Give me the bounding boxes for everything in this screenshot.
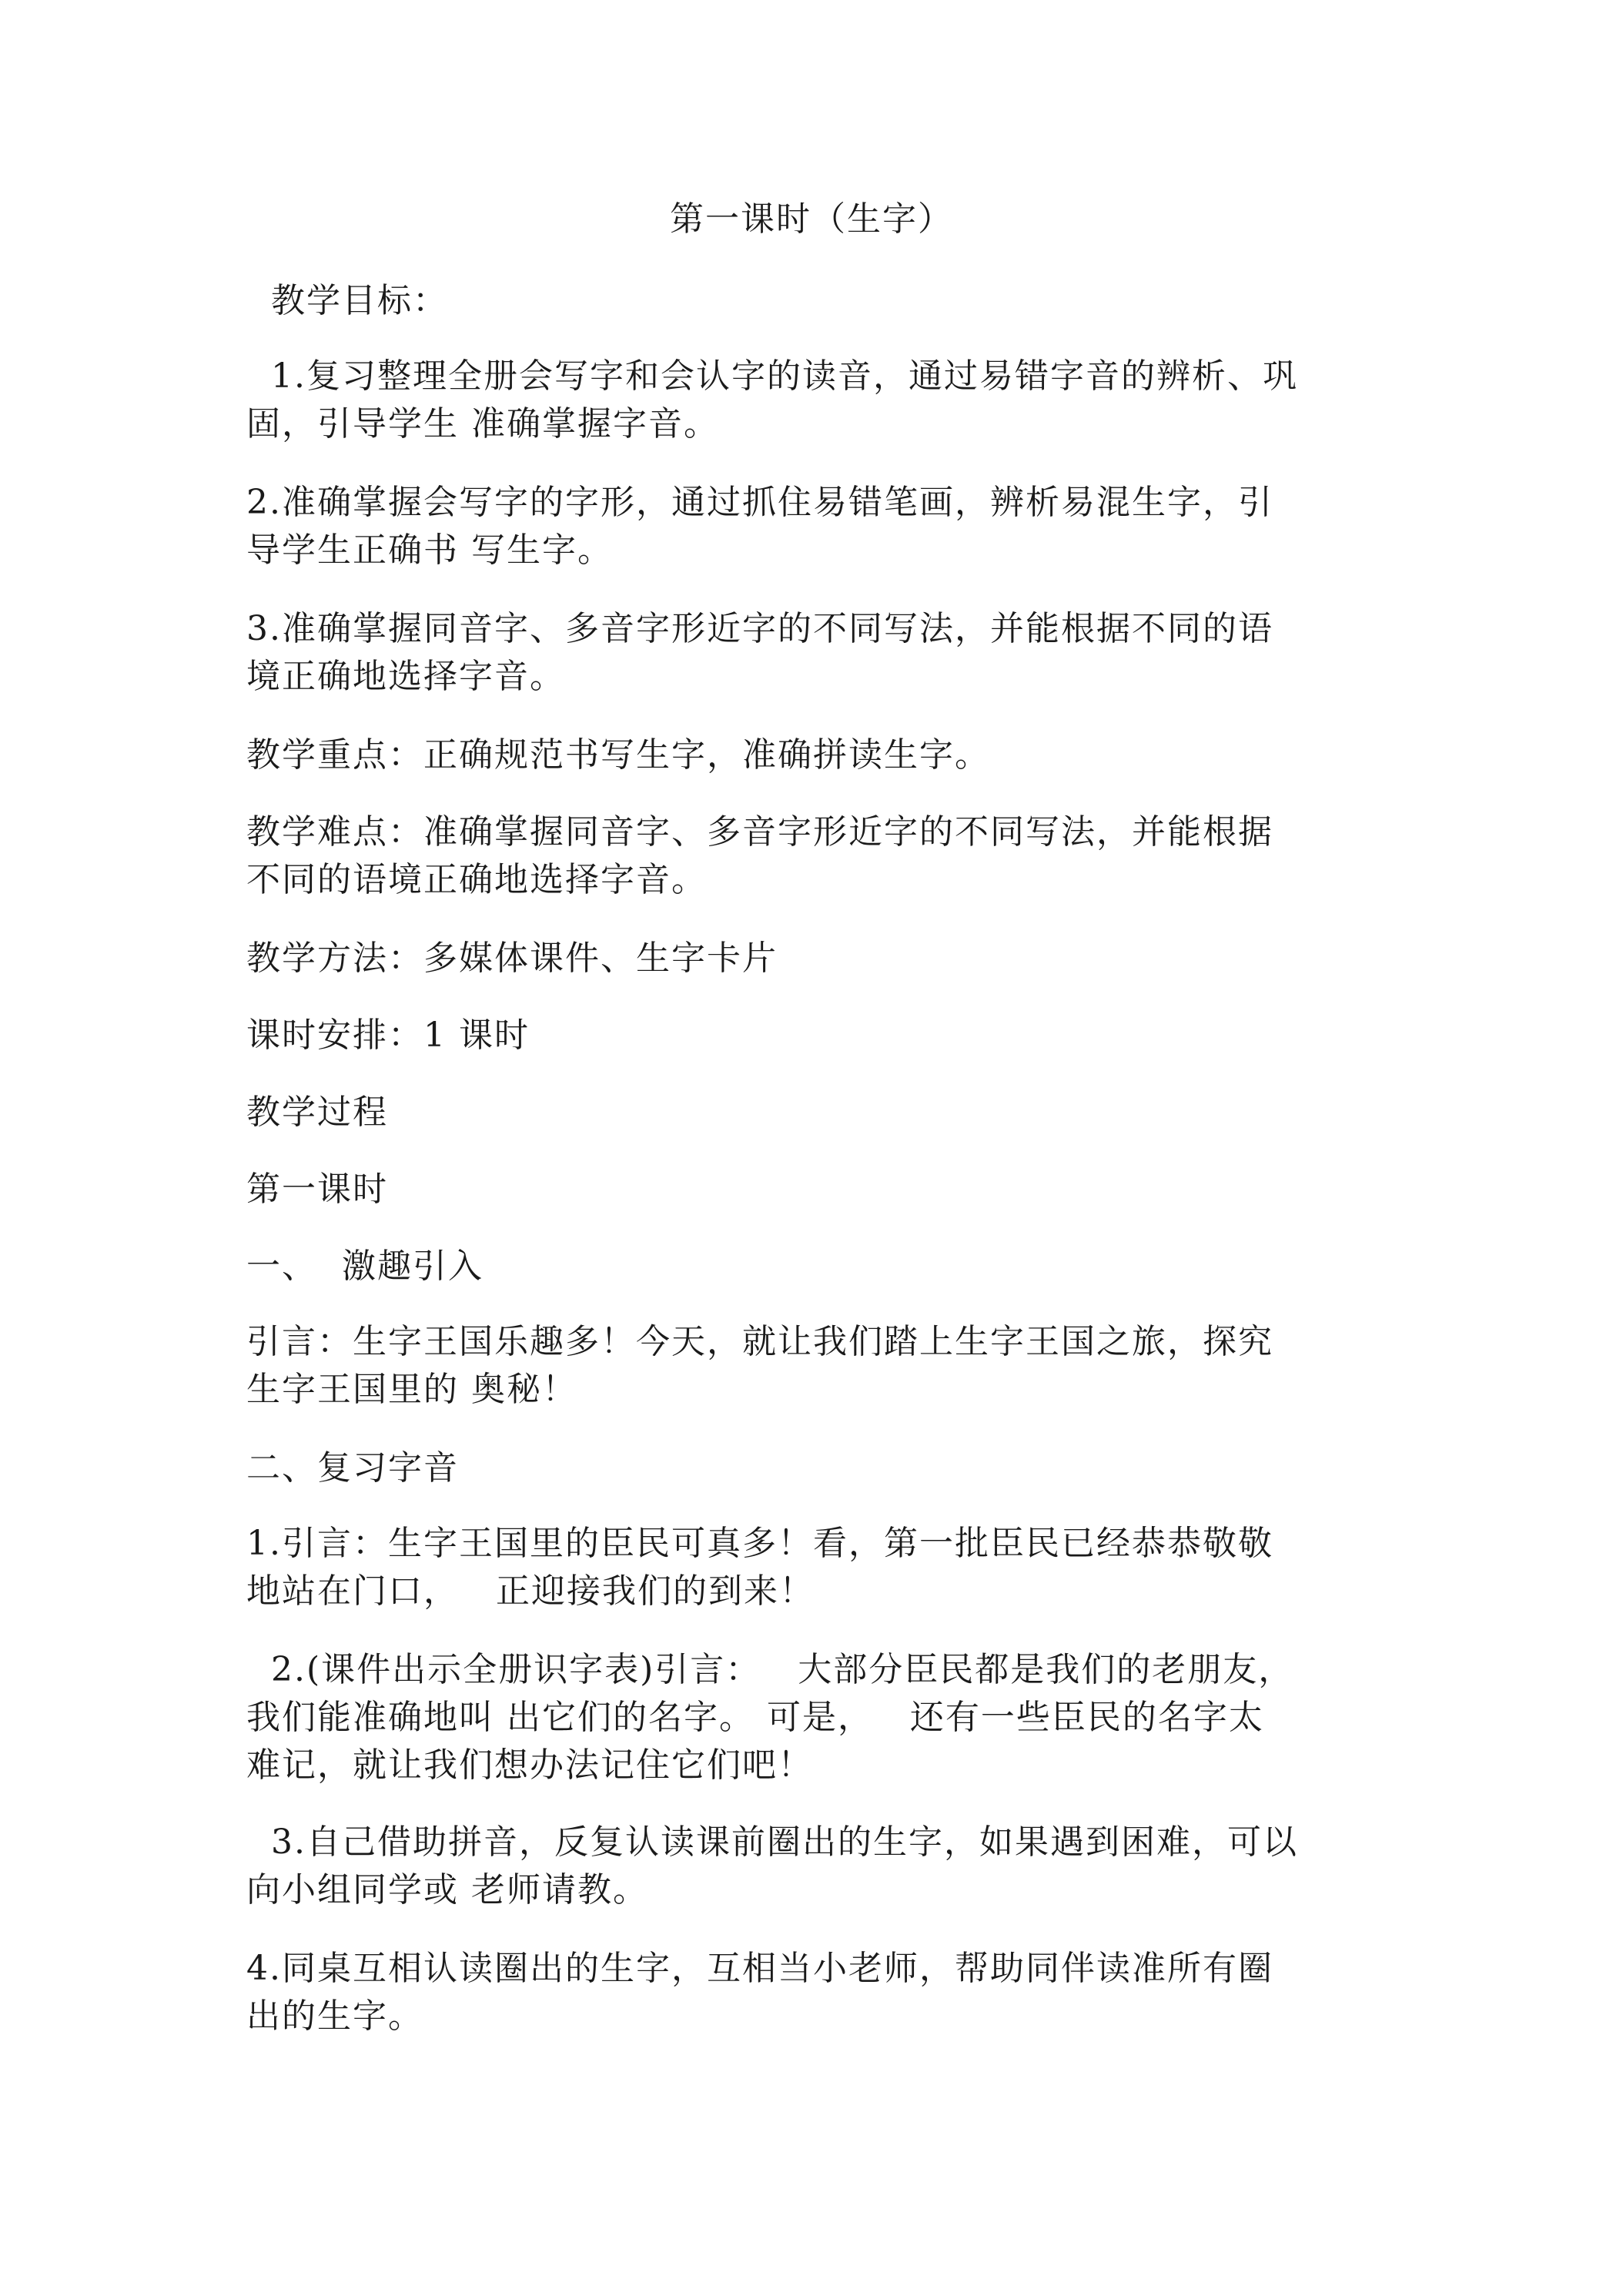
paragraph-line: 2.准确掌握会写字的字形，通过抓住易错笔画，辨析易混生字，引 bbox=[246, 483, 1273, 522]
step-3 bbox=[246, 1819, 1386, 1914]
paragraph-line: 3.自己借助拼音，反复认读课前圈出的生字，如果遇到困难，可以 bbox=[246, 1822, 1298, 1862]
paragraph-line: 4.同桌互相认读圈出的生字，互相当小老师，帮助同伴读准所有圈 bbox=[246, 1949, 1273, 1988]
paragraph-line: 一、 激趣引入 bbox=[246, 1247, 484, 1286]
paragraph-line: 出的生字。 bbox=[246, 1996, 423, 2036]
paragraph-line: 教学重点：正确规范书写生字，准确拼读生字。 bbox=[246, 735, 990, 775]
lesson-heading bbox=[246, 1166, 1386, 1213]
objective-3 bbox=[246, 605, 1386, 701]
paragraph-line: 境正确地选择字音。 bbox=[246, 657, 565, 696]
step-2 bbox=[246, 1646, 1386, 1789]
step-1 bbox=[246, 1520, 1386, 1615]
process-heading bbox=[246, 1089, 1386, 1136]
paragraph-line: 课时安排：1 课时 bbox=[246, 1016, 530, 1055]
key-point bbox=[246, 731, 1386, 779]
paragraph-line: 我们能准确地叫 出它们的名字。 可是， 还有一些臣民的名字太 bbox=[246, 1698, 1264, 1737]
paragraph-line: 二、复习字音 bbox=[246, 1448, 459, 1488]
step-4 bbox=[246, 1945, 1386, 2040]
objectives-heading bbox=[246, 277, 1386, 325]
paragraph-line: 1.复习整理全册会写字和会认字的读音，通过易错字音的辨析、巩 bbox=[246, 356, 1298, 396]
paragraph-line: 生字王国里的 奥秘！ bbox=[246, 1370, 577, 1409]
paragraph-line: 教学过程 bbox=[246, 1093, 388, 1132]
section-1-heading bbox=[246, 1243, 1386, 1290]
paragraph-line: 不同的语境正确地选择字音。 bbox=[246, 860, 707, 899]
paragraph-line: 引言：生字王国乐趣多！今天，就让我们踏上生字王国之旅，探究 bbox=[246, 1322, 1273, 1361]
teaching-method bbox=[246, 935, 1386, 982]
difficulty bbox=[246, 808, 1386, 904]
paragraph-line: 固，引导学生 准确掌握字音。 bbox=[246, 404, 719, 443]
paragraph-line: 教学难点：准确掌握同音字、多音字形近字的不同写法，并能根据 bbox=[246, 812, 1273, 852]
paragraph-line: 难记，就让我们想办法记住它们吧！ bbox=[246, 1745, 813, 1785]
paragraph-line: 2.(课件出示全册识字表)引言： 大部分臣民都是我们的老朋友， bbox=[246, 1650, 1294, 1689]
objective-2 bbox=[246, 479, 1386, 574]
section-2-heading bbox=[246, 1444, 1386, 1492]
paragraph-line: 1.引言：生字王国里的臣民可真多！看，第一批臣民已经恭恭敬敬 bbox=[246, 1524, 1273, 1563]
objective-1 bbox=[246, 353, 1386, 448]
paragraph-line: 教学目标： bbox=[246, 281, 448, 320]
paragraph-line: 教学方法：多媒体课件、生字卡片 bbox=[246, 939, 778, 978]
class-schedule bbox=[246, 1012, 1386, 1059]
paragraph-line: 第一课时 bbox=[246, 1170, 388, 1209]
paragraph-line: 地站在门口， 正迎接我们的到来！ bbox=[246, 1571, 815, 1611]
paragraph-line: 3.准确掌握同音字、多音字形近字的不同写法，并能根据不同的语 bbox=[246, 609, 1273, 648]
paragraph-line: 导学生正确书 写生字。 bbox=[246, 530, 613, 570]
section-1-intro bbox=[246, 1318, 1386, 1414]
page-title: 第一课时（生字） bbox=[670, 199, 953, 239]
paragraph-line: 向小组同学或 老师请教。 bbox=[246, 1870, 648, 1909]
